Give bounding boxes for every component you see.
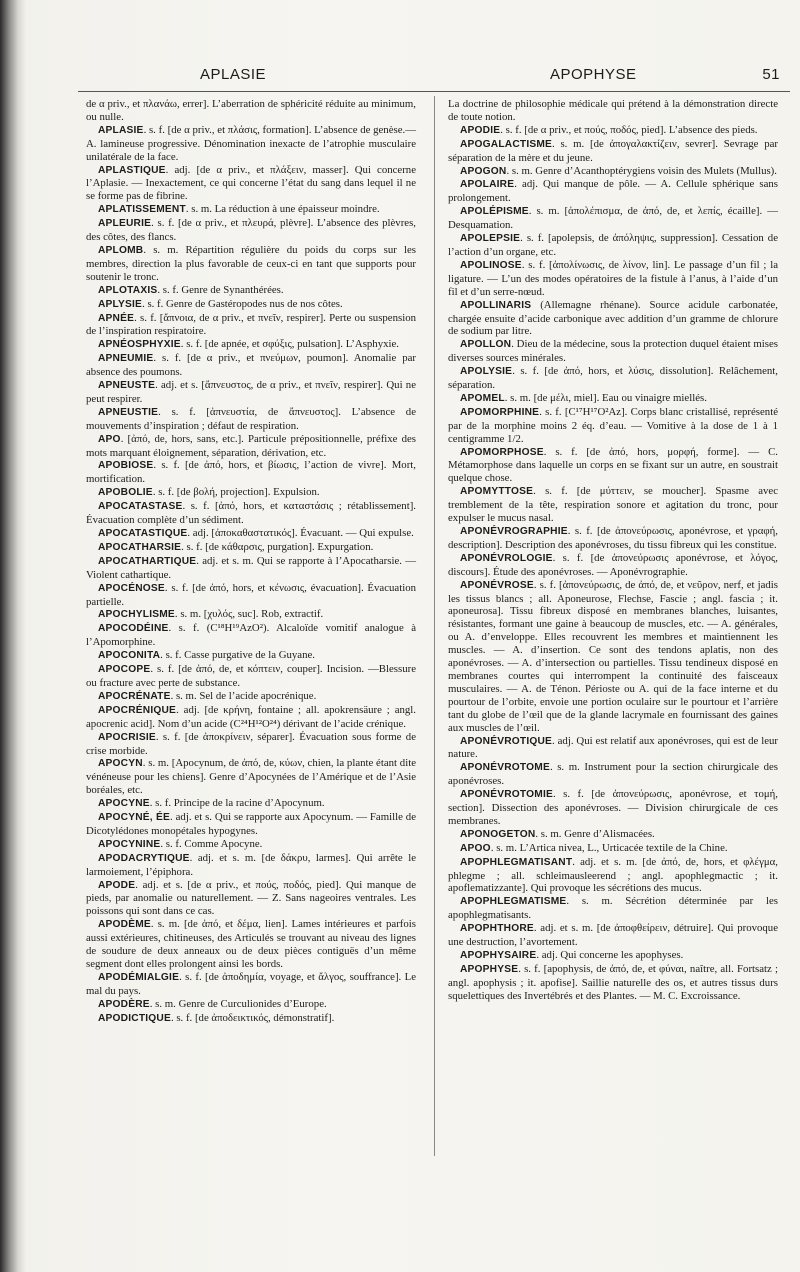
entry-definition: . s. f. [de ἀπό, hors, μορφή, forme]. — C. Métamorphose dans laquelle un corps en se fixant sur un autre, en soustrait quelque chose. bbox=[448, 445, 778, 485]
entry-headword: APOMORPHINE bbox=[460, 406, 540, 418]
dictionary-entry bbox=[86, 352, 416, 379]
entry-headword: APNEUSTE bbox=[98, 380, 156, 392]
dictionary-entry bbox=[448, 949, 778, 963]
entry-definition: . s. m. Répartition régulière du poids du corps sur les membres, direction la plus favorable de ceux-ci en tant que supports pour soutenir le tronc. bbox=[86, 243, 416, 283]
entry-headword: APLYSIE bbox=[98, 298, 143, 310]
dictionary-entry bbox=[448, 365, 778, 392]
entry-definition: . s. f. [de α priv., et πλευρά, plèvre]. L’absence des plèvres, des côtes, des flancs. bbox=[86, 217, 416, 244]
entry-definition: . s. f. [C¹⁷H¹⁷O²Az]. Corps blanc cristallisé, représenté par de la morphine moins 2 éq. d’eau. — Vomitive à la dose de 1 à 1 centigramme 1/2. bbox=[448, 405, 778, 445]
entry-headword: APLASIE bbox=[98, 124, 144, 136]
entry-definition: . s. f. [ἀπονεύρωσις, de ἀπό, de, et νεῦρον, nerf, et jadis les tissus blancs ; all. Aponeurose, Flechse, Fascie ; angl. fascia ; it. aponeurosa]. Tissu fibreux disposé en membranes blanches, luisantes, résistantes, formant une gaine à beaucoup de muscles, etc. — A. générales, ou A. d’enveloppe. Elles recouvrent les membres et maintiennent les muscles. — A. d’insertion. Ce sont des tendons aplatis, non des aponévroses. — A. d’intersection ou partielles. Tissu tendineux disposé en membranes courtes qui interrompent la continuité des faisceaux musculaires. — A. de Ténon. Périoste ou A. qui de la face interne et du pourtour de l’orbite, envoie une portion oculaire sur le pourtour et l’arrière tant du globe de l’œil que de la glande lacrymale en fournissant des gaines aux muscles de l’œil. bbox=[448, 578, 778, 734]
entry-definition: . s. f. Genre de Synanthérées. bbox=[157, 283, 284, 296]
entry-definition: . adj. Qui concerne les apophyses. bbox=[536, 949, 684, 961]
entry-headword: APOLAIRE bbox=[460, 179, 515, 191]
dictionary-entry bbox=[86, 124, 416, 164]
dictionary-entry bbox=[86, 379, 416, 406]
dictionary-entry bbox=[86, 433, 416, 460]
header-first-word: APLASIE bbox=[200, 66, 267, 83]
entry-definition: . adj. et s. m. [de δάκρυ, larmes]. Qui arrête le larmoiement, l’épiphora. bbox=[86, 851, 416, 878]
entry-headword: APODE bbox=[98, 879, 136, 891]
entry-definition: . adj. et s. [ἄπνευστος, de α priv., et πνεῖν, respirer]. Qui ne peut respirer. bbox=[86, 379, 416, 405]
entry-headword: APOPHYSE bbox=[460, 963, 519, 975]
dictionary-entry bbox=[86, 527, 416, 541]
entry-definition: (Allemagne rhénane). Source acidule carbonatée, chargée ensuite d’acide carbonique avec addition d’un gramme de chlorure de sodium par litre. bbox=[448, 298, 778, 338]
entry-definition: . s. f. [de ἀπονεύρωσις aponévrose, et λόγος, discours]. Étude des aponévroses. — Aponévrographie. bbox=[448, 551, 778, 578]
entry-definition: . s. f. [de α priv., et πλάσις, formation]. L’absence de genèse.— A. lamineuse progressive. Dénomination inexacte de l’atrophie musculaire unilatérale de la face. bbox=[86, 123, 416, 163]
entry-definition: . s. f. [ἀπνευστία, de ἄπνευστος]. L’absence de mouvements d’inspiration ; défaut de respiration. bbox=[86, 405, 416, 432]
dictionary-entry bbox=[86, 98, 416, 124]
entry-headword: APOCODÉINE bbox=[98, 623, 169, 635]
dictionary-entry bbox=[86, 649, 416, 663]
entry-headword: APODACRYTIQUE bbox=[98, 852, 190, 864]
dictionary-entry bbox=[86, 164, 416, 204]
entry-definition: . s. m. [de μέλι, miel]. Eau ou vinaigre miellés. bbox=[504, 391, 707, 404]
entry-headword: APONÉVROTIQUE bbox=[460, 735, 553, 747]
dictionary-entry bbox=[448, 735, 778, 762]
entry-headword: APOCHYLISME bbox=[98, 609, 175, 621]
entry-headword: APOCATHARSIE bbox=[98, 541, 182, 553]
dictionary-entry bbox=[448, 828, 778, 842]
entry-definition: . s. f. [de ἀποκρίνειν, séparer]. Évacuation sous forme de crise morbide. bbox=[86, 730, 416, 757]
entry-headword: APNEUSTIE bbox=[98, 406, 159, 418]
entry-definition: . s. m. [de ἀπογαλακτίζειν, sevrer]. Sevrage par séparation de la mère et du jeune. bbox=[448, 137, 778, 164]
entry-definition: . s. f. [apophysis, de ἀπό, de, et φύναι, naître, all. Fortsatz ; angl. apophysis ; it. apofise]. Saillie naturelle des os, et autres tissus durs squelettiques des Invertébrés et des Plantes. — M. C. Excroissance. bbox=[448, 962, 778, 1002]
entry-headword: APNÉOSPHYXIE bbox=[98, 339, 181, 351]
right-column bbox=[448, 98, 778, 1003]
entry-headword: APOMEL bbox=[460, 392, 505, 404]
dictionary-entry bbox=[86, 284, 416, 298]
entry-definition: . adj. Qui est relatif aux aponévroses, qui est de leur nature. bbox=[448, 734, 778, 761]
dictionary-entry bbox=[86, 541, 416, 555]
left-column bbox=[86, 98, 416, 1026]
entry-headword: APOMYTTOSE bbox=[460, 486, 534, 498]
entry-headword: APONOGETON bbox=[460, 828, 536, 840]
dictionary-entry bbox=[448, 856, 778, 896]
entry-headword: APOCYN bbox=[98, 758, 143, 770]
entry-headword: APLOTAXIS bbox=[98, 284, 158, 296]
book-spine-shadow bbox=[0, 0, 26, 1272]
entry-definition: . s. m. [de ἀπό, et δέμα, lien]. Lames intérieures et parfois aussi extérieures, chitineuses, des Articulés se trouvant au niveau des lignes de soudure de deux anneaux ou de deux pièces contiguës d’un même segment dont elles prolongent ainsi les bords. bbox=[86, 918, 416, 970]
entry-headword: APLEURIE bbox=[98, 218, 152, 230]
dictionary-entry bbox=[86, 608, 416, 622]
dictionary-entry bbox=[448, 895, 778, 922]
dictionary-entry bbox=[86, 852, 416, 879]
entry-headword: APOGALACTISME bbox=[460, 138, 553, 150]
entry-headword: APOCRÉNATE bbox=[98, 690, 171, 702]
entry-definition: . s. f. [de ἀπό, de, et κόπτειν, couper]. Incision. —Blessure ou fracture avec perte de substance. bbox=[86, 663, 416, 689]
dictionary-entry bbox=[448, 124, 778, 138]
dictionary-entry bbox=[86, 555, 416, 582]
entry-definition: . s. f. [ἀπό, hors, et καταστάσις ; rétablissement]. Évacuation complète d’un sédiment. bbox=[86, 500, 416, 527]
dictionary-entry bbox=[448, 406, 778, 446]
entry-definition: . s. m. La réduction à une épaisseur moindre. bbox=[185, 203, 380, 216]
entry-definition: . adj. et s. m. [de ἀπό, de, hors, et φλέγμα, phlegme ; all. schleimausleerend ; angl. apophlegmactic ; it. apoflematizzante]. Qui provoque les sécrétions des mucus. bbox=[448, 855, 778, 895]
dictionary-entry bbox=[86, 838, 416, 852]
entry-headword: APO bbox=[98, 433, 121, 445]
entry-headword: APOCÉNOSE bbox=[98, 582, 165, 594]
dictionary-entry bbox=[86, 298, 416, 312]
entry-definition: . s. f. [apolepsis, de ἀπόληψις, suppression]. Cessation de l’action d’un organe, etc. bbox=[448, 232, 778, 258]
dictionary-entry bbox=[86, 338, 416, 352]
dictionary-entry bbox=[86, 217, 416, 244]
entry-definition: . s. f. (C¹⁸H¹⁹AzO²). Alcaloïde vomitif analogue à l’Apomorphine. bbox=[86, 622, 416, 649]
entry-definition: . s. f. [de ἀπονεύρωσις, aponévrose, et γραφή, description]. Description des aponévroses, du tissu fibreux qui les constitue. bbox=[448, 525, 778, 551]
entry-headword: APNEUMIE bbox=[98, 353, 154, 365]
dictionary-entry bbox=[448, 922, 778, 949]
dictionary-entry bbox=[448, 338, 778, 365]
dictionary-entry bbox=[448, 788, 778, 828]
dictionary-entry bbox=[448, 165, 778, 179]
dictionary-entry bbox=[448, 579, 778, 735]
entry-definition: . adj. Qui manque de pôle. — A. Cellule sphérique sans prolongement. bbox=[448, 178, 778, 205]
entry-headword: APODÈRE bbox=[98, 998, 150, 1010]
entry-definition: . s. f. Comme Apocyne. bbox=[160, 837, 263, 850]
entry-headword: APOLÉPISME bbox=[460, 206, 529, 218]
entry-definition: . s. f. [ἀπολίνωσις, de λίνον, lin]. Le passage d’un fil ; la ligature. — L’un des modes opératoires de la fistule à l’anus, à l’aide d’un fil et d’un serre-nœud. bbox=[448, 258, 778, 298]
entry-definition: . adj. et s. [de α priv., et πούς, ποδός, pied]. Qui manque de pieds, par anomalie ou naturellement. — Z. Sans nageoires ventrales. Les poissons qui sont dans ce cas. bbox=[86, 878, 416, 918]
entry-headword: APONÉVROSE bbox=[460, 579, 534, 591]
dictionary-entry bbox=[448, 552, 778, 579]
entry-headword: APOCONITA bbox=[98, 650, 161, 662]
dictionary-entry bbox=[86, 690, 416, 704]
entry-headword: APOPHYSAIRE bbox=[460, 950, 537, 961]
entry-headword: APOLLON bbox=[460, 339, 512, 351]
dictionary-entry bbox=[86, 757, 416, 797]
dictionary-entry bbox=[86, 1012, 416, 1026]
entry-headword: APNÉE bbox=[98, 312, 135, 324]
dictionary-entry bbox=[86, 704, 416, 731]
entry-definition: . adj. et s. m. [de ἀποφθείρειν, détruire]. Qui provoque une destruction, l’avortement. bbox=[448, 922, 778, 949]
entry-headword: APOMORPHOSE bbox=[460, 446, 544, 458]
dictionary-entry bbox=[86, 998, 416, 1012]
entry-headword: APONÉVROTOME bbox=[460, 762, 550, 774]
entry-definition: . s. m. Sécrétion déterminée par les apophlegmatisants. bbox=[448, 895, 778, 922]
dictionary-entry bbox=[86, 971, 416, 998]
entry-headword: APOO bbox=[460, 842, 491, 854]
entry-headword: APOLYSIE bbox=[460, 366, 513, 378]
dictionary-entry bbox=[86, 244, 416, 284]
entry-definition: . s. m. [ἀπολέπισμα, de ἀπό, de, et λεπίς, écaille]. — Desquamation. bbox=[448, 205, 778, 232]
entry-headword: APLASTIQUE bbox=[98, 164, 166, 176]
entry-headword: APOCATASTIQUE bbox=[98, 528, 188, 539]
entry-headword: APOBIOSE bbox=[98, 460, 154, 472]
dictionary-entry bbox=[448, 178, 778, 205]
entry-headword: APOCRISIE bbox=[98, 731, 156, 743]
entry-definition: . s. m. L’Artica nivea, L., Urticacée textile de la Chine. bbox=[490, 841, 728, 854]
entry-definition: . s. f. [de βολή, projection]. Expulsion. bbox=[152, 486, 320, 499]
entry-headword: APOGON bbox=[460, 165, 507, 177]
dictionary-entry bbox=[448, 138, 778, 165]
entry-definition: . s. f. [de ἀπό, hors, et λύσις, dissolution]. Relâchement, séparation. bbox=[448, 365, 778, 392]
entry-definition: de α priv., et πλανάω, errer]. L’aberration de sphéricité réduite au minimum, ou nulle. bbox=[86, 98, 416, 123]
dictionary-entry bbox=[448, 446, 778, 486]
dictionary-entry bbox=[86, 203, 416, 217]
dictionary-entry bbox=[448, 232, 778, 259]
entry-headword: APOCATASTASE bbox=[98, 501, 183, 513]
dictionary-entry bbox=[86, 797, 416, 811]
dictionary-entry bbox=[448, 485, 778, 525]
dictionary-entry bbox=[86, 582, 416, 609]
dictionary-entry bbox=[448, 205, 778, 232]
entry-definition: . s. f. [de ἀπό, hors, et βίωσις, l’action de vivre]. Mort, mortification. bbox=[86, 459, 416, 486]
entry-definition: . s. f. [ἄπνοια, de α priv., et πνεῖν, respirer]. Perte ou suspension de l’inspiration respiratoire. bbox=[86, 311, 416, 338]
entry-headword: APOLEPSIE bbox=[460, 233, 521, 245]
entry-definition: . [ἀπό, de, hors, sans, etc.]. Particule prépositionnelle, préfixe des mots marquant éloignement, séparation, dérivation, etc. bbox=[86, 432, 416, 459]
entry-definition: . adj. [ἀποκαθαστατικός]. Évacuant. — Qui expulse. bbox=[187, 527, 414, 539]
entry-definition: . s. f. [de ἀποδεικτικός, démonstratif]. bbox=[170, 1011, 335, 1024]
entry-definition: . adj. [de α priv., et πλάξειν, masser]. Qui concerne l’Aplasie. — Inexactement, ce qui concerne l’état du sang dans lequel il ne se forme pas de fibrine. bbox=[86, 163, 416, 203]
dictionary-entry bbox=[448, 392, 778, 406]
entry-headword: APOPHLEGMATISANT bbox=[460, 856, 573, 868]
entry-headword: APOCOPE bbox=[98, 664, 151, 676]
entry-headword: APOCRÉNIQUE bbox=[98, 704, 177, 716]
dictionary-entry bbox=[86, 500, 416, 527]
entry-headword: APOCATHARTIQUE bbox=[98, 555, 197, 567]
dictionary-entry bbox=[448, 963, 778, 1003]
running-header bbox=[80, 66, 780, 90]
entry-definition: . s. f. [de apnée, et σφύξις, pulsation]. L’Asphyxie. bbox=[180, 338, 399, 351]
entry-headword: APOLLINARIS bbox=[460, 299, 532, 311]
entry-definition: . s. f. [de ἀπό, hors, et κένωσις, évacuation]. Évacuation partielle. bbox=[86, 581, 416, 608]
entry-headword: APOPHLEGMATISME bbox=[460, 896, 567, 908]
entry-definition: . s. f. [de μύττειν, se moucher]. Spasme avec tremblement de la tête, respiration sonore et agitation du tronc, pour expulser le mucus nasal. bbox=[448, 485, 778, 525]
entry-headword: APOCYNÉ, ÉE bbox=[98, 812, 171, 824]
dictionary-entry bbox=[86, 622, 416, 649]
entry-definition: . s. f. [de ἀποδημία, voyage, et ἄλγος, souffrance]. Le mal du pays. bbox=[86, 970, 416, 997]
entry-headword: APLATISSEMENT bbox=[98, 204, 186, 216]
entry-definition: . s. m. Genre d’Acanthoptérygiens voisin des Mulets (Mullus). bbox=[506, 164, 777, 177]
dictionary-entry bbox=[86, 918, 416, 971]
entry-headword: APODICTIQUE bbox=[98, 1012, 171, 1024]
entry-definition: . adj. [de κρήνη, fontaine ; all. apokrensäure ; angl. apocrenic acid]. Nom d’un acide (C²⁴H¹²O²⁴) dérivant de l’acide crénique. bbox=[86, 703, 416, 730]
dictionary-entry bbox=[448, 842, 778, 856]
entry-headword: APODIE bbox=[460, 124, 501, 136]
header-last-word: APOPHYSE bbox=[550, 66, 637, 83]
entry-definition: . s. f. Principe de la racine d’Apocynum. bbox=[149, 797, 325, 810]
dictionary-entry bbox=[86, 486, 416, 500]
entry-headword: APLOMB bbox=[98, 244, 144, 256]
entry-definition: . s. m. [χυλός, suc]. Rob, extractif. bbox=[174, 608, 324, 621]
entry-definition: . s. f. [de α priv., et πνεύμων, poumon]. Anomalie par absence des poumons. bbox=[86, 352, 416, 379]
page-number: 51 bbox=[762, 66, 780, 83]
entry-headword: APOPHTHORE bbox=[460, 923, 534, 935]
entry-definition: . s. f. [de α priv., et πούς, ποδός, pied]. L’absence des pieds. bbox=[500, 123, 758, 136]
dictionary-entry bbox=[448, 525, 778, 552]
entry-headword: APONÉVROLOGIE bbox=[460, 552, 553, 564]
entry-definition: La doctrine de philosophie médicale qui prétend à la démonstration directe de toute notion. bbox=[448, 98, 778, 123]
entry-definition: . Dieu de la médecine, sous la protection duquel étaient mises diverses sources minérales. bbox=[448, 338, 778, 365]
dictionary-entry bbox=[86, 406, 416, 433]
dictionary-entry bbox=[448, 299, 778, 339]
entry-headword: APODÈME bbox=[98, 919, 151, 931]
entry-headword: APOCYNE bbox=[98, 798, 150, 810]
entry-definition: . s. f. [de κάθαρσις, purgation]. Expurgation. bbox=[181, 540, 374, 553]
column-divider bbox=[434, 96, 435, 1156]
entry-definition: . adj. et s. Qui se rapporte aux Apocynum. — Famille de Dicotylédones monopétales hypogynes. bbox=[86, 811, 416, 837]
entry-headword: APOLINOSE bbox=[460, 259, 522, 271]
entry-definition: . s. f. Genre de Gastéropodes nus de nos côtes. bbox=[142, 297, 343, 310]
entry-definition: . s. m. Genre d’Alismacées. bbox=[535, 827, 655, 840]
entry-definition: . s. f. Casse purgative de la Guyane. bbox=[160, 649, 315, 662]
entry-definition: . s. m. Instrument pour la section chirurgicale des aponévroses. bbox=[448, 761, 778, 788]
dictionary-entry bbox=[448, 761, 778, 788]
entry-definition: . adj. et s. m. Qui se rapporte à l’Apocatharsie. — Violent cathartique. bbox=[86, 554, 416, 581]
dictionary-entry bbox=[86, 312, 416, 339]
dictionary-entry bbox=[86, 879, 416, 919]
dictionary-entry bbox=[448, 259, 778, 299]
dictionary-entry bbox=[86, 731, 416, 758]
entry-definition: . s. m. [Apocynum, de ἀπό, de, κύων, chien, la plante étant dite vénéneuse pour les chiens]. Genre d’Apocynées de l’Amérique et de l’Asie boréales, etc. bbox=[86, 757, 416, 797]
entry-headword: APONÉVROGRAPHIE bbox=[460, 526, 568, 537]
entry-definition: . s. m. Genre de Curculionides d’Europe. bbox=[149, 997, 327, 1010]
entry-definition: . s. f. [de ἀπονεύρωσις, aponévrose, et τομή, section]. Dissection des aponévroses. — Division chirurgicale de ces membranes. bbox=[448, 788, 778, 827]
entry-definition: . s. m. Sel de l’acide apocrénique. bbox=[170, 689, 317, 702]
header-rule bbox=[78, 91, 790, 92]
entry-headword: APONÉVROTOMIE bbox=[460, 789, 553, 801]
dictionary-entry bbox=[86, 663, 416, 690]
dictionary-entry bbox=[86, 459, 416, 486]
entry-headword: APOBOLIE bbox=[98, 487, 153, 499]
entry-headword: APODÉMIALGIE bbox=[98, 971, 180, 983]
dictionary-entry bbox=[448, 98, 778, 124]
entry-headword: APOCYNINE bbox=[98, 838, 161, 850]
dictionary-entry bbox=[86, 811, 416, 838]
